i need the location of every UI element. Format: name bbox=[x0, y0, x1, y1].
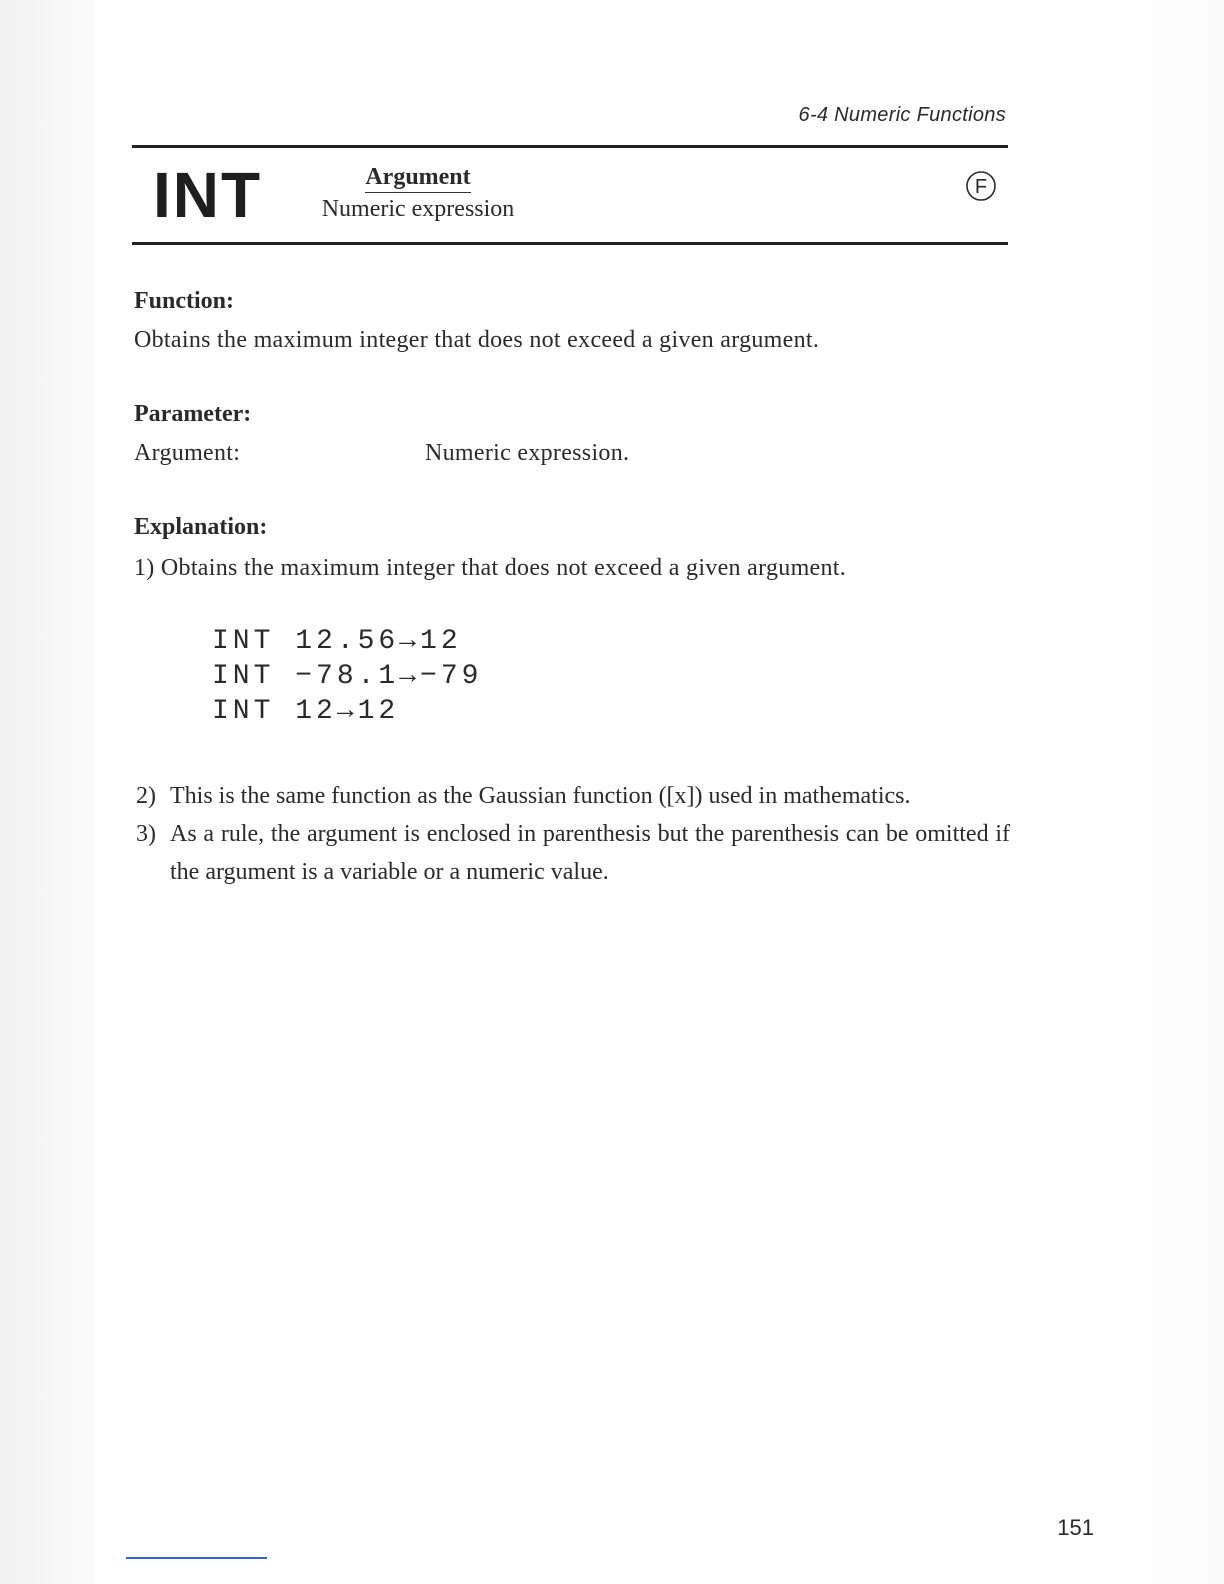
parameter-name: Argument: bbox=[134, 440, 241, 466]
explanation-item-number: 2) bbox=[136, 783, 156, 809]
code-example: INT 12.56→12 bbox=[212, 626, 462, 657]
argument-value: Numeric expression bbox=[321, 196, 515, 222]
mode-letter: F bbox=[974, 176, 988, 198]
heading-bottom-rule bbox=[132, 242, 1008, 245]
argument-title: Argument bbox=[365, 163, 470, 193]
function-section-title: Function: bbox=[134, 288, 235, 314]
code-example: INT −78.1→−79 bbox=[212, 661, 483, 692]
explanation-item-number: 3) bbox=[136, 821, 156, 847]
command-keyword: INT bbox=[153, 159, 263, 231]
code-example: INT 12→12 bbox=[212, 696, 400, 727]
running-header: 6-4 Numeric Functions bbox=[798, 104, 1006, 126]
page-number: 151 bbox=[1057, 1515, 1094, 1540]
function-mode-circle-icon bbox=[965, 170, 997, 202]
parameter-value: Numeric expression. bbox=[425, 440, 630, 466]
explanation-item-2: This is the same function as the Gaussian function ([x]) used in mathematics. bbox=[170, 783, 911, 809]
page-binding-edge bbox=[0, 0, 94, 1584]
explanation-item-1: 1) Obtains the maximum integer that does not exceed a given argument. bbox=[134, 555, 847, 581]
heading-top-rule bbox=[132, 145, 1008, 148]
explanation-item-3: As a rule, the argument is enclosed in parenthesis but the parenthesis can be omitted if the argument is a variable or a numeric value. bbox=[170, 821, 1010, 885]
argument-block bbox=[306, 163, 530, 225]
explanation-section-title: Explanation: bbox=[134, 514, 268, 540]
parameter-section-title: Parameter: bbox=[134, 401, 252, 427]
page-right-edge bbox=[1124, 0, 1224, 1584]
footer-underline bbox=[126, 1557, 267, 1559]
function-description: Obtains the maximum integer that does not exceed a given argument. bbox=[134, 327, 820, 353]
